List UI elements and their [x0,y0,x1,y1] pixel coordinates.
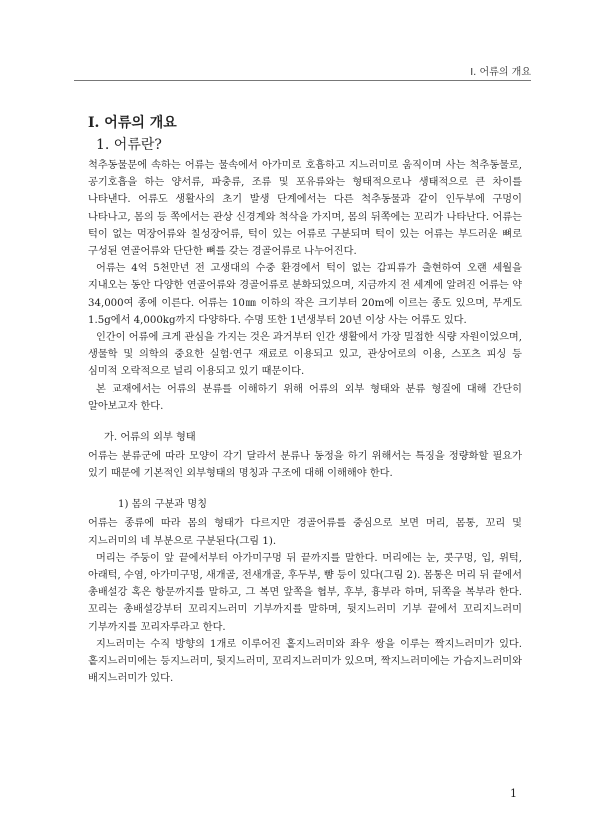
paragraph-history: 어류는 4억 5천만년 전 고생대의 수중 환경에서 턱이 없는 갑피류가 출현하여 오랜 세월을 지내오는 동안 다양한 연골어류와 경골어류로 분화되었으며, 지금까지 전 세계에 알려진 어류는 약 34,000여 종에 이른다. 어류는 10㎜ 이하의 작은 크기부터 20m에 이르는 종도 있으며, 무게도 1.5g에서 4,000kg까지 다양하다. 수명 또한 1년생부터 20년 이상 사는 어류도 있다. [88,263,522,326]
running-header: Ⅰ. 어류의 개요 [470,67,531,78]
paragraph-body-parts: 어류는 종류에 따라 몸의 형태가 다르지만 경골어류를 중심으로 보면 머리, 몸통, 꼬리 및 지느러미의 네 부분으로 구분된다(그림 1). [88,518,522,547]
page-number: 1 [510,787,517,800]
subsection-title-body-parts: 1) 몸의 구분과 명칭 [118,499,208,511]
paragraph-intro: 척추동물문에 속하는 어류는 물속에서 아가미로 호흡하고 지느러미로 움직이며 사는 척추동물로, 공기호흡을 하는 양서류, 파충류, 조류 및 포유류와는 형태적으로나 생태적으로 큰 차이를 나타낸다. 어류도 생활사의 초기 발생 단계에서는 다른 척추동물과 같이 인두부에 구멍이 나타나고, 몸의 등 쪽에서는 관상 신경계와 척삭을 가지며, 몸의 뒤쪽에는 꼬리가 나타난다. 어류는 턱이 없는 먹장어류와 칠성장어류, 턱이 있는 어류로 구분되며 턱이 있는 어류는 부드러운 뼈로 구성된 연골어류와 단단한 뼈를 갖는 경골어류로 나누어진다. [88,160,522,258]
paragraph-head-body-tail: 머리는 주둥이 앞 끝에서부터 아가미구멍 뒤 끝까지를 말한다. 머리에는 눈, 콧구멍, 입, 위턱, 아래턱, 수염, 아가미구멍, 새개골, 전새개골, 후두부, 뺨 등이 있다(그림 2). 몸통은 머리 뒤 끝에서 총배설강 혹은 항문까지를 말하고, 그 복면 앞쪽을 협부, 후부, 흉부라 하며, 뒤쪽을 복부라 한다. 꼬리는 총배설강부터 꼬리지느러미 기부까지를 말하며, 뒷지느러미 기부 끝에서 꼬리지느러미 기부까지를 꼬리자루라고 한다. [88,552,522,633]
paragraph-purpose: 본 교재에서는 어류의 분류를 이해하기 위해 어류의 외부 형태와 분류 형질에 대해 간단히 알아보고자 한다. [88,383,522,412]
section-title: Ⅰ. 어류의 개요 [88,115,177,131]
subsection-title-external-form: 가. 어류의 외부 형태 [104,432,196,444]
header-divider [74,80,531,81]
paragraph-interest: 인간이 어류에 크게 관심을 가지는 것은 과거부터 인간 생활에서 가장 밀접한 식량 자원이었으며, 생물학 및 의학의 중요한 실험·연구 재료로 이용되고 있고, 관상어로의 이용, 스포츠 피싱 등 심미적 오락적으로 널리 이용되고 있기 때문이다. [88,332,522,378]
section-subtitle: 1. 어류란? [96,137,162,153]
document-body [88,112,522,687]
paragraph-external-form: 어류는 분류군에 따라 모양이 각기 달라서 분류나 동정을 하기 위해서는 특징을 정량화할 필요가 있기 때문에 기본적인 외부형태의 명칭과 구조에 대해 이해해야 한다. [88,451,522,480]
paragraph-fins: 지느러미는 수직 방향의 1개로 이루어진 홑지느러미와 좌우 쌍을 이루는 짝지느러미가 있다. 홑지느러미에는 등지느러미, 뒷지느러미, 꼬리지느러미가 있으며, 짝지느러미에는 가슴지느러미와 배지느러미가 있다. [88,638,522,685]
